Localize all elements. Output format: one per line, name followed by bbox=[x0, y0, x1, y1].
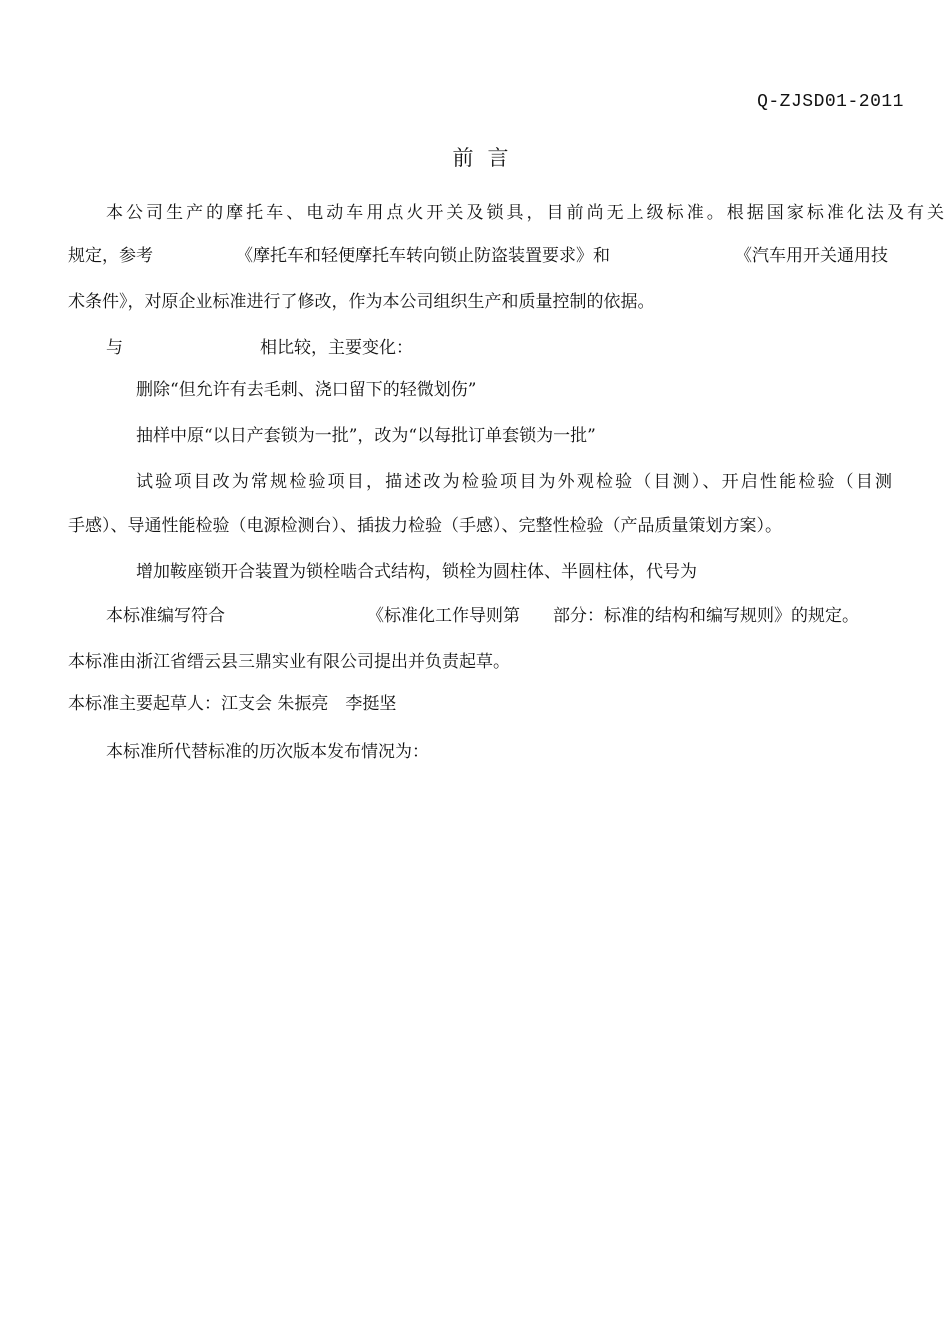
page-title: 前言 bbox=[452, 146, 523, 170]
paragraph-6: 本标准所代替标准的历次版本发布情况为： bbox=[106, 742, 429, 762]
paragraph-3c: 部分：标准的结构和编写规则》的规定。 bbox=[553, 606, 859, 626]
paragraph-1-line-1: 本公司生产的摩托车、电动车用点火开关及锁具，目前尚无上级标准。根据国家标准化法及有关 bbox=[106, 203, 944, 223]
paragraph-1-line-2c: 《汽车用开关通用技 bbox=[735, 246, 888, 266]
change-item-2: 抽样中原“以日产套锁为一批”，改为“以每批订单套锁为一批” bbox=[136, 426, 596, 446]
paragraph-3a: 本标准编写符合 bbox=[106, 606, 225, 626]
paragraph-3b: 《标准化工作导则第 bbox=[367, 606, 520, 626]
paragraph-1-line-2b: 《摩托车和轻便摩托车转向锁止防盗装置要求》和 bbox=[236, 246, 610, 266]
change-item-4: 增加鞍座锁开合装置为锁栓啮合式结构，锁栓为圆柱体、半圆柱体，代号为 bbox=[136, 562, 697, 582]
paragraph-4: 本标准由浙江省缙云县三鼎实业有限公司提出并负责起草。 bbox=[68, 652, 510, 672]
change-item-3-line-2: 手感）、导通性能检验（电源检测台）、插拔力检验（手感）、完整性检验（产品质量策划方案）。 bbox=[68, 516, 782, 536]
paragraph-5: 本标准主要起草人：江支会 朱振亮 李挺坚 bbox=[68, 694, 397, 714]
paragraph-1-line-3: 术条件》，对原企业标准进行了修改，作为本公司组织生产和质量控制的依据。 bbox=[68, 292, 655, 312]
document-code: Q-ZJSD01-2011 bbox=[757, 92, 904, 112]
paragraph-2a: 与 bbox=[106, 338, 123, 358]
paragraph-1-line-2a: 规定，参考 bbox=[68, 246, 153, 266]
change-item-1: 删除“但允许有去毛刺、浇口留下的轻微划伤” bbox=[136, 380, 477, 400]
paragraph-2b: 相比较，主要变化： bbox=[260, 338, 413, 358]
change-item-3-line-1: 试验项目改为常规检验项目，描述改为检验项目为外观检验（目测）、开启性能检验（目测 bbox=[136, 472, 892, 492]
